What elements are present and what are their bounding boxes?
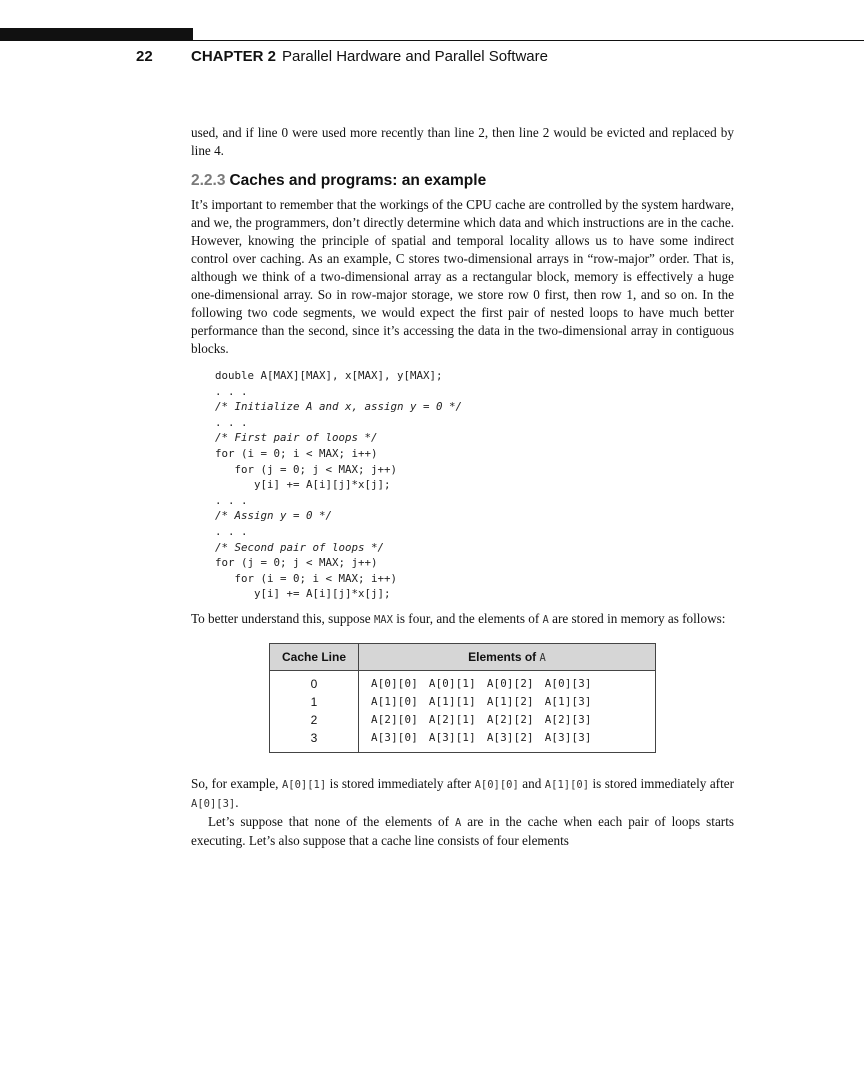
cache-line-elements [359, 670, 656, 693]
chapter-heading [191, 48, 548, 65]
page-body [191, 124, 734, 850]
element-cell: A[3][2] [486, 731, 534, 745]
code-line: for (i = 0; i < MAX; i++) [215, 446, 378, 460]
element-cell: A[2][3] [544, 713, 592, 727]
text-run: are stored in memory as follows: [548, 610, 726, 626]
inline-code: A[1][0] [544, 778, 590, 791]
table-row [270, 711, 656, 729]
section-number: 2.2.3 [191, 172, 226, 189]
chapter-title: Parallel Hardware and Parallel Software [282, 48, 548, 65]
code-listing [215, 368, 734, 602]
code-comment: /* Initialize A and x, assign y = 0 */ [215, 400, 463, 414]
cache-line-elements [359, 711, 656, 729]
cache-line-number: 1 [270, 693, 359, 711]
header-rule-thin [193, 40, 864, 41]
header-elements-text: Elements of [468, 649, 540, 664]
element-cell: A[0][2] [486, 677, 534, 691]
table-row [270, 693, 656, 711]
text-run: is stored immediately after [589, 775, 734, 791]
code-comment: /* Assign y = 0 */ [215, 509, 333, 523]
section-heading [191, 172, 734, 190]
header-cache-line: Cache Line [270, 643, 359, 670]
text-run: are in the cache when each pair of loops starts executing. Let’s also suppose that a cache line consists of four elements [191, 813, 734, 848]
element-cell: A[2][1] [428, 713, 476, 727]
paragraph-example-storage [191, 775, 734, 813]
code-line: . . . [215, 524, 248, 538]
element-cell: A[3][0] [371, 731, 418, 745]
element-cell: A[1][3] [544, 695, 592, 709]
code-line: double A[MAX][MAX], x[MAX], y[MAX]; [215, 369, 443, 382]
element-cell: A[1][1] [428, 695, 476, 709]
paragraph-cache-assumption [191, 813, 734, 850]
code-line: . . . [215, 415, 248, 429]
inline-code: A[0][0] [474, 778, 519, 791]
chapter-label: CHAPTER 2 [191, 48, 277, 65]
code-comment: /* Second pair of loops */ [215, 540, 385, 554]
running-head [0, 48, 864, 70]
intro-paragraph: used, and if line 0 were used more recently than line 2, then line 2 would be evicted and replaced by line 4. [191, 125, 734, 158]
cache-line-elements [359, 693, 656, 711]
text-run: To better understand this, suppose [191, 610, 374, 626]
header-elements [359, 643, 656, 670]
element-cell: A[2][0] [371, 713, 418, 727]
code-line: . . . [215, 384, 248, 398]
text-run: . [235, 794, 239, 810]
cache-line-elements [359, 729, 656, 753]
inline-code: A [542, 613, 549, 626]
element-cell: A[3][1] [428, 731, 476, 745]
element-cell: A[3][3] [544, 731, 592, 745]
header-rule-thick [0, 28, 193, 41]
cache-line-number: 2 [270, 711, 359, 729]
header-elements-code: A [539, 651, 546, 664]
table-row [270, 670, 656, 693]
text-run: is stored immediately after [326, 775, 475, 791]
inline-code: MAX [373, 613, 393, 626]
element-cell: A[0][1] [428, 677, 476, 691]
text-run: and [518, 775, 545, 791]
inline-code: A[0][1] [281, 778, 327, 791]
cache-line-number: 0 [270, 670, 359, 693]
text-run: So, for example, [191, 775, 282, 791]
element-cell: A[2][2] [486, 713, 534, 727]
inline-code: A[0][3] [191, 797, 236, 810]
inline-code: A [454, 816, 462, 829]
page-number: 22 [136, 48, 153, 65]
code-line: y[i] += A[i][j]*x[j]; [215, 587, 391, 601]
cache-table-wrapper [269, 643, 734, 753]
element-cell: A[0][0] [371, 677, 418, 691]
code-line: for (i = 0; i < MAX; i++) [215, 571, 398, 585]
code-comment: /* First pair of loops */ [215, 431, 378, 445]
paragraph-row-major: It’s important to remember that the workings of the CPU cache are controlled by the system hardware, and we, the programmers, don’t directly determine which data and which instructions are in the cache. However, knowing the principle of spatial and temporal locality allows us to have some indirect control over caching. As an example, C stores two-dimensional arrays in “row-major” order. That is, although we think of a two-dimensional array as a rectangular block, memory is effectively a huge one-dimensional array. So in row-major storage, we store row 0 first, then row 1, and so on. In the following two code segments, we would expect the first pair of nested loops to have much better performance than the second, since it’s accessing the data in the two-dimensional array in contiguous blocks. [191, 197, 734, 356]
code-line: y[i] += A[i][j]*x[j]; [215, 478, 391, 492]
cache-line-number: 3 [270, 729, 359, 753]
code-line: . . . [215, 493, 248, 507]
section-title: Caches and programs: an example [229, 172, 487, 189]
code-line: for (j = 0; j < MAX; j++) [215, 556, 378, 570]
code-line: for (j = 0; j < MAX; j++) [215, 462, 398, 476]
text-run: Let’s suppose that none of the elements of [208, 813, 455, 829]
element-cell: A[1][2] [486, 695, 534, 709]
text-run: is four, and the elements of [392, 610, 543, 626]
paragraph-suppose-max [191, 610, 734, 629]
cache-line-table [269, 643, 656, 753]
table-header-row [270, 643, 656, 670]
element-cell: A[1][0] [371, 695, 418, 709]
element-cell: A[0][3] [544, 677, 592, 691]
table-row [270, 729, 656, 753]
